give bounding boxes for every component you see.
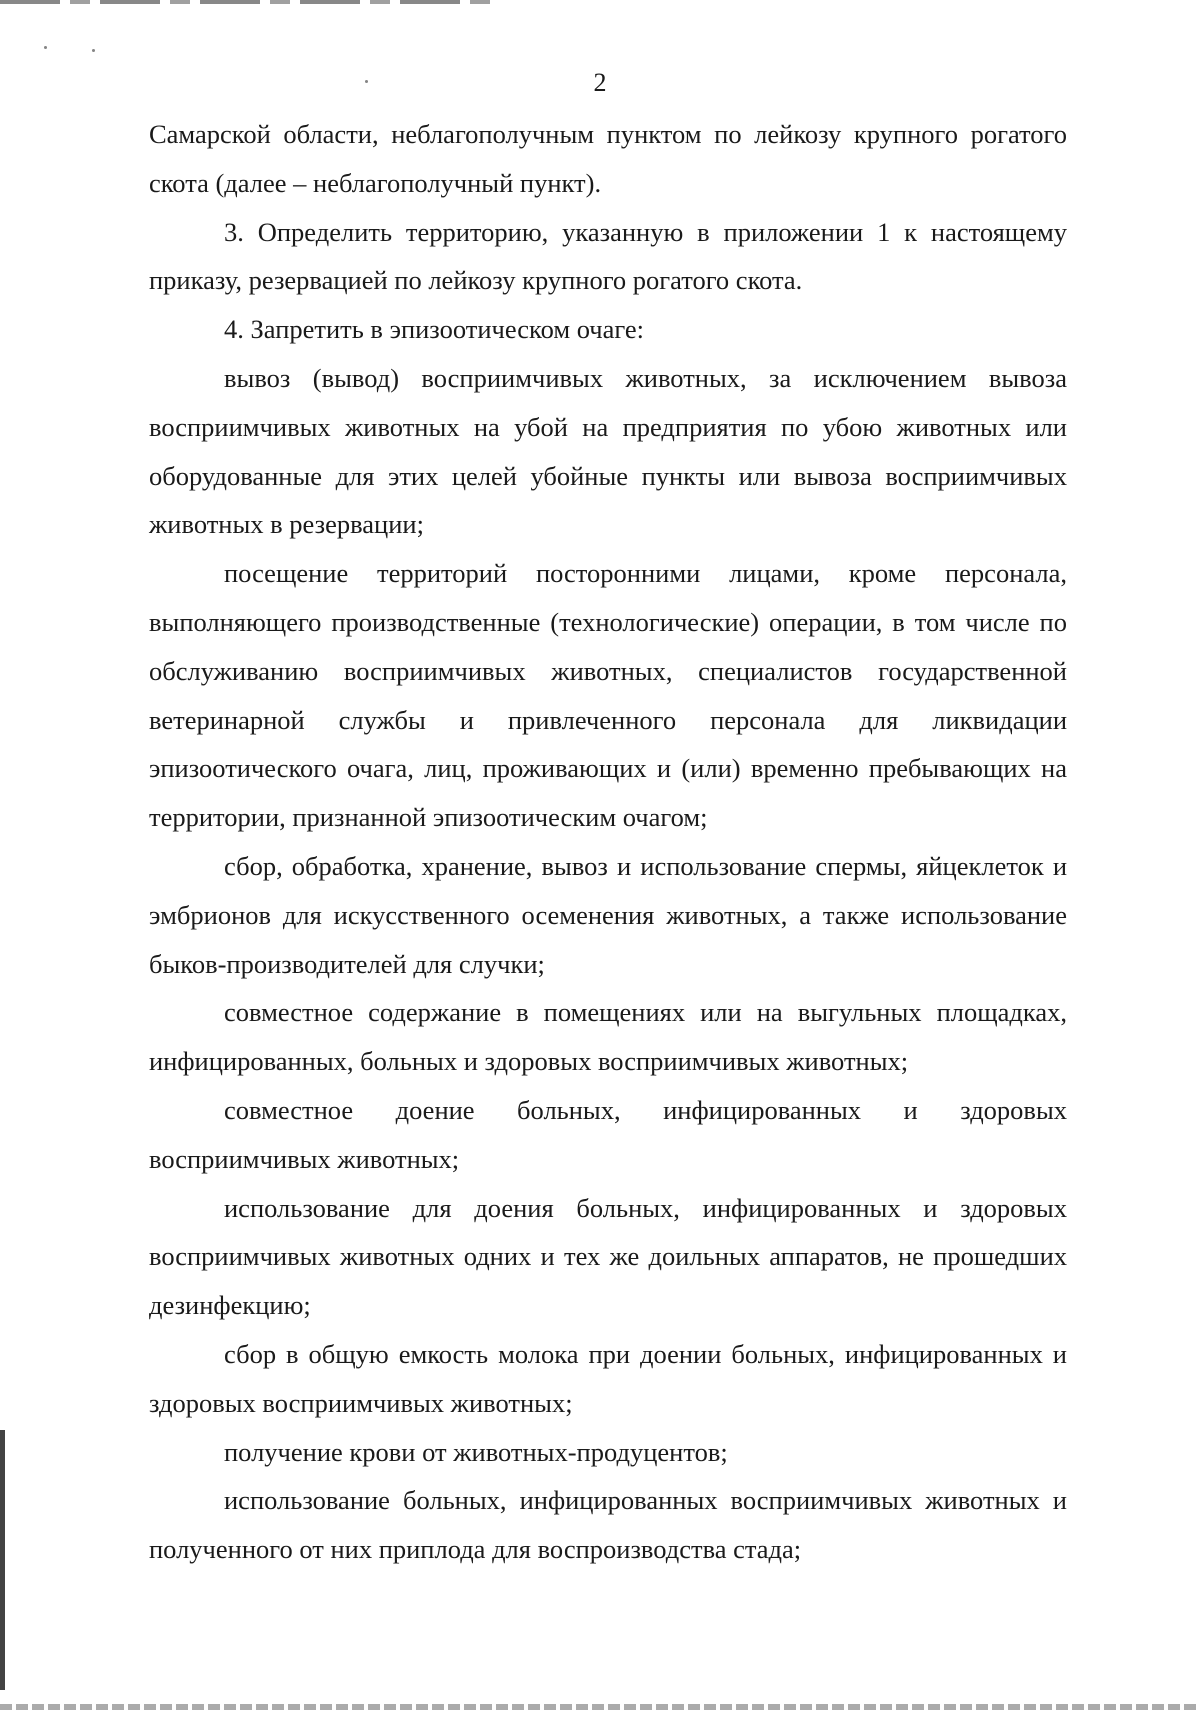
paragraph-prohibition: посещение территорий посторонними лицами, кроме персонала, выполняющего производственные (технологические) операции, в том числе по обслуживанию восприимчивых животных, специалистов государственной ветеринарной службы и привлеченного персонала для ликвидации эпизоотического очага, лиц, проживающих и (или) временно пребывающих на территории, признанной эпизоотическим очагом; [149, 558, 1067, 833]
paragraph-prohibition: получение крови от животных-продуцентов; [224, 1436, 728, 1467]
paragraph-prohibition: использование больных, инфицированных восприимчивых животных и полученного от них приплода для воспроизводства стада; [149, 1485, 1067, 1565]
paragraph-prohibition: сбор, обработка, хранение, вывоз и использование спермы, яйцеклеток и эмбрионов для искусственного осеменения животных, а также использование быков-производителей для случки; [149, 850, 1067, 979]
paragraph-prohibition: совместное содержание в помещениях или на выгульных площадках, инфицированных, больных и здоровых восприимчивых животных; [149, 997, 1067, 1077]
paragraph-continuation: Самарской области, неблагополучным пунктом по лейкозу крупного рогатого скота (далее – неблагополучный пункт). [149, 119, 1067, 198]
paragraph-prohibition: совместное доение больных, инфицированных и здоровых восприимчивых животных; [149, 1094, 1067, 1174]
scan-edge-left [0, 1430, 5, 1690]
scan-edge-top [0, 0, 500, 4]
document-body [149, 110, 1067, 1574]
scan-speck [92, 49, 95, 52]
scan-edge-bottom [0, 1704, 1200, 1710]
scan-speck [44, 46, 47, 49]
paragraph-prohibition: сбор в общую емкость молока при доении больных, инфицированных и здоровых восприимчивых животных; [149, 1338, 1067, 1418]
paragraph-prohibition: использование для доения больных, инфицированных и здоровых восприимчивых животных одних и тех же доильных аппаратов, не прошедших дезинфекцию; [149, 1192, 1067, 1321]
page-number: 2 [593, 68, 607, 97]
paragraph-item-4: 4. Запретить в эпизоотическом очаге: [224, 314, 645, 345]
paragraph-prohibition: вывоз (вывод) восприимчивых животных, за исключением вывоза восприимчивых животных на убой на предприятия по убою животных или оборудованные для этих целей убойные пункты или вывоза восприимчивых животных в резервации; [149, 362, 1067, 540]
paragraph-item-3: 3. Определить территорию, указанную в приложении 1 к настоящему приказу, резервацией по лейкозу крупного рогатого скота. [149, 216, 1067, 296]
